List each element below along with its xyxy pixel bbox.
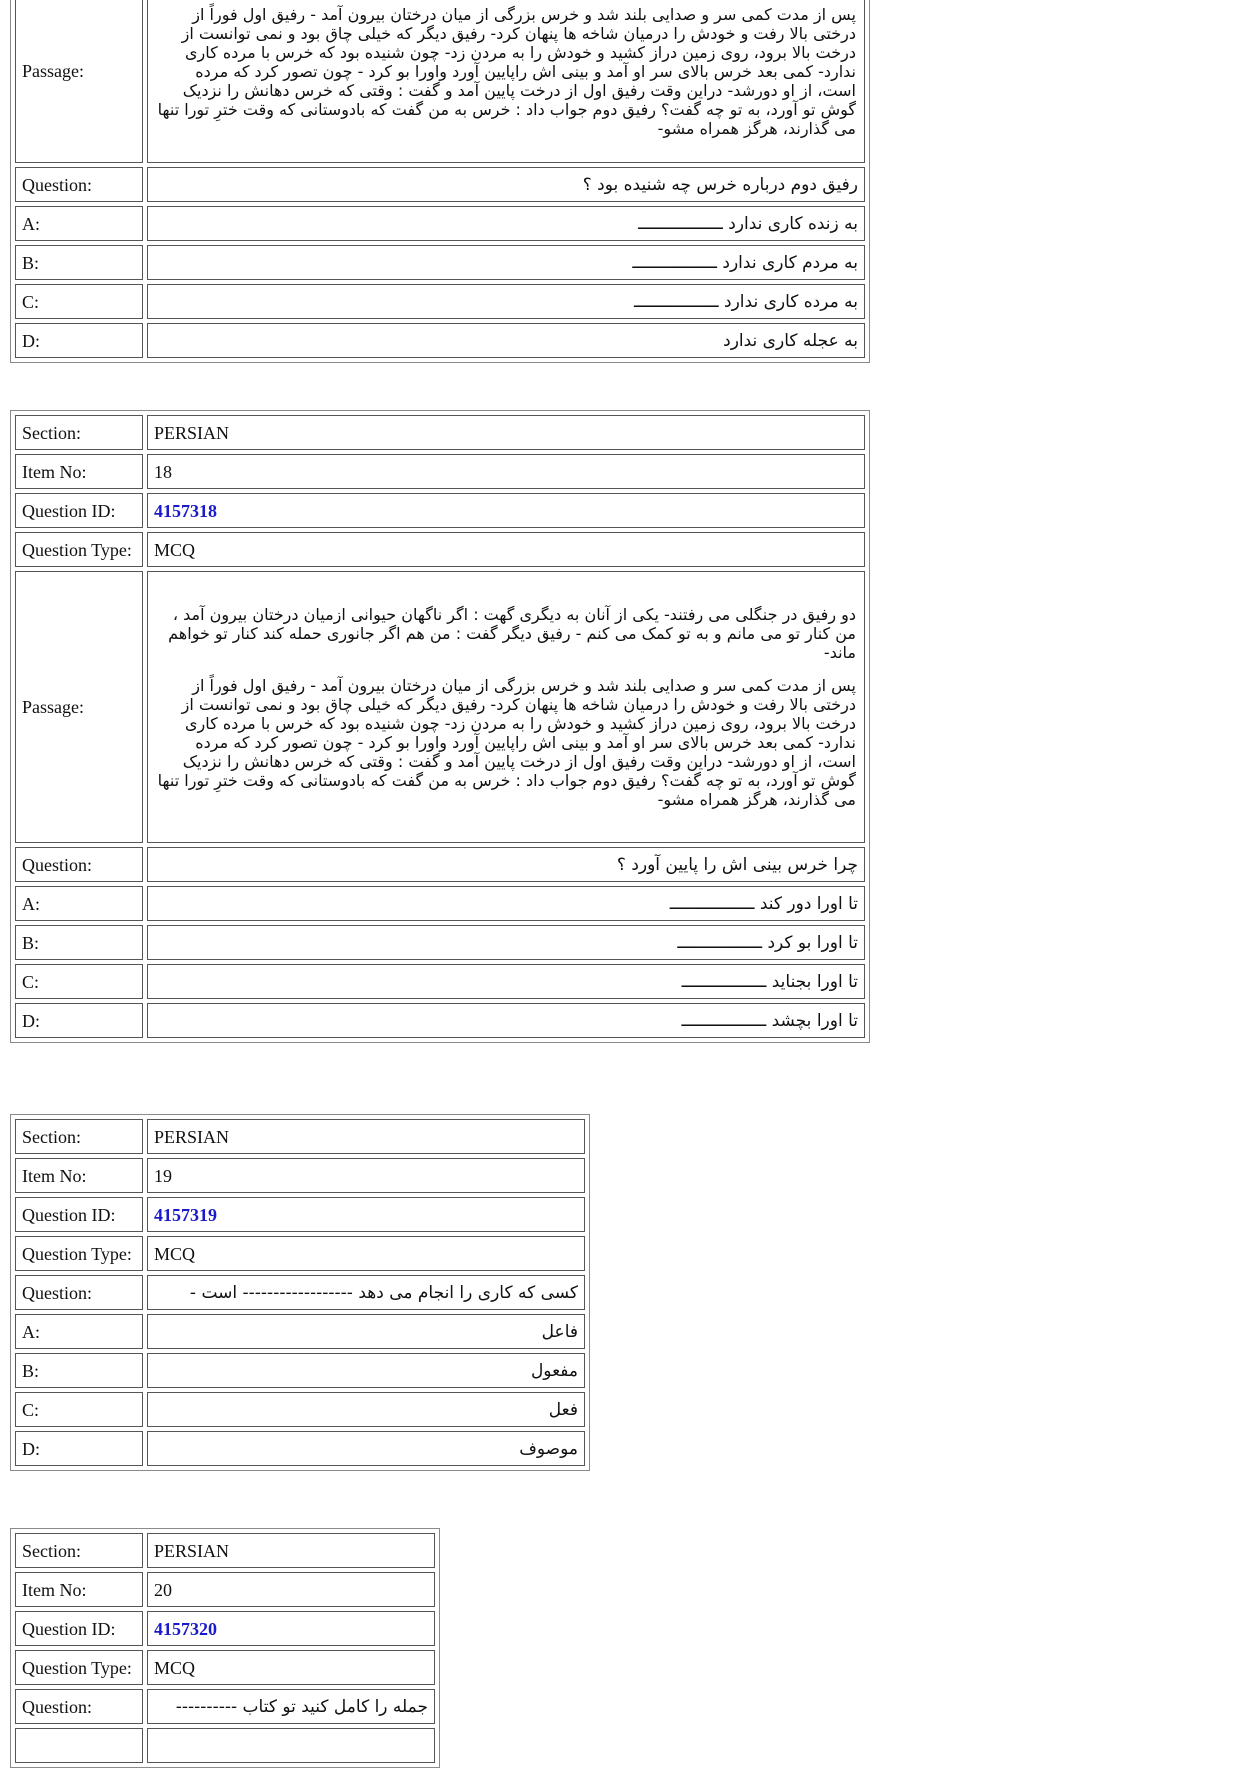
question-label: Question: [15,1689,143,1724]
question-text: رفیق دوم درباره خرس چه شنیده بود ؟ [147,167,865,202]
option-label-d: D: [15,323,143,358]
question-text: جمله را کامل کنید تو کتاب ---------- [147,1689,435,1724]
item-no-label: Item No: [15,454,143,489]
passage-text [147,0,865,163]
option-text-d[interactable]: به عجله کاری ندارد [147,323,865,358]
question-block-17 [10,0,870,363]
item-no-label: Item No: [15,1572,143,1607]
question-id-label: Question ID: [15,1197,143,1232]
question-type-label: Question Type: [15,1236,143,1271]
option-text-a[interactable]: فاعل [147,1314,585,1349]
question-id-label: Question ID: [15,493,143,528]
option-text-d[interactable]: تا اورا بچشد ـــــــــــــــــ [147,1003,865,1038]
item-no-label: Item No: [15,1158,143,1193]
passage-paragraph: دو رفیق در جنگلی می رفتند- یکی از آنان به دیگری گهت : اگر ناگهان حیوانی ازمیان درختان بیرون آمد ، من کنار تو می مانم و به تو کمک می کنم - رفیق دیگر گفت : من هم اگر جانوری حمله کند کنار تو خواهم ماند- [168,605,856,662]
option-label-a: A: [15,886,143,921]
option-label-b: B: [15,1353,143,1388]
option-label-a: A: [15,206,143,241]
section-value: PERSIAN [147,415,865,450]
question-type-label: Question Type: [15,1650,143,1685]
option-text-b[interactable]: به مردم کاری ندارد ـــــــــــــــــ [147,245,865,280]
cut-off-label [15,1728,143,1763]
option-label-a: A: [15,1314,143,1349]
question-block-20 [10,1528,440,1768]
question-id-value[interactable]: 4157320 [147,1611,435,1646]
option-text-a[interactable]: به زنده کاری ندارد ـــــــــــــــــ [147,206,865,241]
option-text-d[interactable]: موصوف [147,1431,585,1466]
section-label: Section: [15,415,143,450]
option-text-c[interactable]: به مرده کاری ندارد ـــــــــــــــــ [147,284,865,319]
option-label-c: C: [15,1392,143,1427]
option-label-d: D: [15,1431,143,1466]
question-block-19 [10,1114,590,1471]
question-type-value: MCQ [147,1650,435,1685]
option-text-b[interactable]: تا اورا بو کرد ـــــــــــــــــ [147,925,865,960]
passage-paragraph: پس از مدت کمی سر و صدایی بلند شد و خرس بزرگی از میان درختان بیرون آمد - رفیق اول فوراً از درختی بالا رفت و خودش را درمیان شاخه ها پنهان کرد- رفیق دیگر که خیلی چاق بود و نمی توانست از درخت بالا برود، روی زمین دراز کشید و خودش را به مردن زد- چون شنیده بود که خرس با مرده کاری ندارد- کمی بعد خرس بالای سر او آمد و بینی اش راپایین آورد واورا بو کرد - چون تصور کرد که مرده است، از او دورشد- دراین وقت رفیق اول از درخت پایین آمد و گفت : وقتی که خرس دهانش را نزدیک گوش تو آورد، به تو چه گفت؟ رفیق دوم جواب داد : خرس به من گفت که بادوستانی که وقت خترِ تورا تنها می گذارند، هرگز همراه مشو- [157,676,856,809]
option-text-a[interactable]: تا اورا دور کند ـــــــــــــــــ [147,886,865,921]
question-type-value: MCQ [147,532,865,567]
item-no-value: 18 [147,454,865,489]
option-label-c: C: [15,284,143,319]
question-label: Question: [15,167,143,202]
question-type-label: Question Type: [15,532,143,567]
item-no-value: 19 [147,1158,585,1193]
passage-label: Passage: [15,0,143,163]
question-id-label: Question ID: [15,1611,143,1646]
section-label: Section: [15,1119,143,1154]
item-no-value: 20 [147,1572,435,1607]
question-label: Question: [15,847,143,882]
passage-text [147,571,865,843]
question-id-value[interactable]: 4157318 [147,493,865,528]
question-text: چرا خرس بینی اش را پایین آورد ؟ [147,847,865,882]
option-label-c: C: [15,964,143,999]
option-text-b[interactable]: مفعول [147,1353,585,1388]
option-label-b: B: [15,925,143,960]
question-text: کسی که کاری را انجام می دهد ------------------ است - [147,1275,585,1310]
option-label-d: D: [15,1003,143,1038]
passage-paragraph: پس از مدت کمی سر و صدایی بلند شد و خرس بزرگی از میان درختان بیرون آمد - رفیق اول فوراً از درختی بالا رفت و خودش را درمیان شاخه ها پنهان کرد- رفیق دیگر که خیلی چاق بود و نمی توانست از درخت بالا برود، روی زمین دراز کشید و خودش را به مردن زد- چون شنیده بود که خرس با مرده کاری ندارد- کمی بعد خرس بالای سر او آمد و بینی اش راپایین آورد واورا بو کرد - چون تصور کرد که مرده است، از او دورشد- دراین وقت رفیق اول از درخت پایین آمد و گفت : وقتی که خرس دهانش را نزدیک گوش تو آورد، به تو چه گفت؟ رفیق دوم جواب داد : خرس به من گفت که بادوستانی که وقت خترِ تورا تنها می گذارند، هرگز همراه مشو- [157,4,856,138]
section-label: Section: [15,1533,143,1568]
option-text-c[interactable]: تا اورا بجناید ـــــــــــــــــ [147,964,865,999]
question-type-value: MCQ [147,1236,585,1271]
option-label-b: B: [15,245,143,280]
question-block-18 [10,410,870,1043]
cut-off-value [147,1728,435,1763]
section-value: PERSIAN [147,1533,435,1568]
section-value: PERSIAN [147,1119,585,1154]
passage-label: Passage: [15,571,143,843]
option-text-c[interactable]: فعل [147,1392,585,1427]
question-label: Question: [15,1275,143,1310]
question-id-value[interactable]: 4157319 [147,1197,585,1232]
